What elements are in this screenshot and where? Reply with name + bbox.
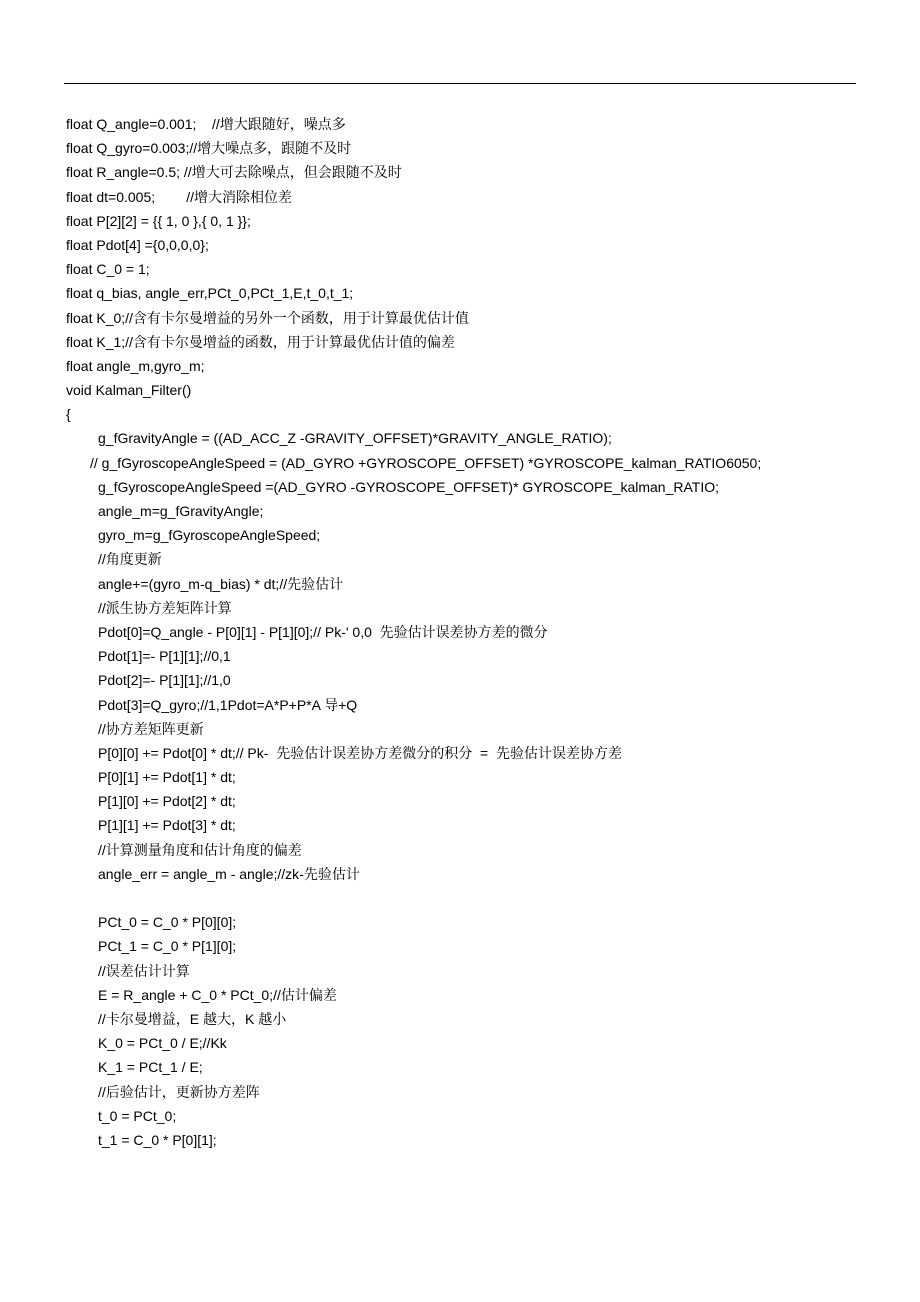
code-line: //计算测量角度和估计角度的偏差	[98, 841, 302, 858]
code-line: K_0 = PCt_0 / E;//Kk	[98, 1035, 227, 1052]
code-line: float q_bias, angle_err,PCt_0,PCt_1,E,t_0,t_1;	[66, 285, 354, 302]
code-line: float Pdot[4] ={0,0,0,0};	[66, 236, 209, 253]
code-line: //角度更新	[98, 551, 162, 568]
code-line: PCt_1 = C_0 * P[1][0];	[98, 938, 237, 955]
code-line: P[1][1] += Pdot[3] * dt;	[98, 817, 236, 834]
code-line: float K_1;//含有卡尔曼增益的函数，用于计算最优估计值的偏差	[66, 333, 455, 350]
code-line: E = R_angle + C_0 * PCt_0;//估计偏差	[98, 986, 337, 1003]
code-line: angle_err = angle_m - angle;//zk-先验估计	[98, 865, 360, 882]
code-line: float Q_angle=0.001; //增大跟随好，噪点多	[66, 116, 346, 132]
code-line: Pdot[0]=Q_angle - P[0][1] - P[1][0];// Pk-' 0,0 先验估计误差协方差的微分	[98, 623, 548, 640]
code-line: //协方差矩阵更新	[98, 720, 204, 737]
code-block	[66, 112, 866, 1152]
code-line: void Kalman_Filter()	[66, 382, 192, 399]
code-line: P[1][0] += Pdot[2] * dt;	[98, 793, 236, 810]
code-line: g_fGyroscopeAngleSpeed =(AD_GYRO -GYROSCOPE_OFFSET)* GYROSCOPE_kalman_RATIO;	[98, 478, 720, 495]
code-line: Pdot[2]=- P[1][1];//1,0	[98, 672, 231, 689]
code-line: angle+=(gyro_m-q_bias) * dt;//先验估计	[98, 575, 344, 592]
code-line: angle_m=g_fGravityAngle;	[98, 503, 264, 519]
code-line: // g_fGyroscopeAngleSpeed = (AD_GYRO +GYROSCOPE_OFFSET) *GYROSCOPE_kalman_RATIO6050;	[90, 454, 762, 471]
code-line: //派生协方差矩阵计算	[98, 599, 232, 616]
code-line: P[0][1] += Pdot[1] * dt;	[98, 769, 236, 786]
code-line: float angle_m,gyro_m;	[66, 357, 205, 374]
code-line: float K_0;//含有卡尔曼增益的另外一个函数，用于计算最优估计值	[66, 309, 469, 326]
code-line: float C_0 = 1;	[66, 261, 150, 278]
code-line: Pdot[1]=- P[1][1];//0,1	[98, 648, 231, 665]
code-line: float Q_gyro=0.003;//增大噪点多，跟随不及时	[66, 140, 352, 157]
code-line: //卡尔曼增益，E 越大，K 越小	[98, 1010, 287, 1027]
code-line: t_0 = PCt_0;	[98, 1107, 177, 1124]
code-line: K_1 = PCt_1 / E;	[98, 1059, 203, 1076]
code-line: Pdot[3]=Q_gyro;//1,1Pdot=A*P+P*A 导+Q	[98, 696, 358, 713]
code-line: P[0][0] += Pdot[0] * dt;// Pk- 先验估计误差协方差微分的积分 = 先验估计误差协方差	[98, 744, 622, 761]
code-line: float dt=0.005; //增大消除相位差	[66, 188, 293, 205]
code-line: float R_angle=0.5; //增大可去除噪点，但会跟随不及时	[66, 164, 402, 181]
code-line: PCt_0 = C_0 * P[0][0];	[98, 914, 237, 931]
code-line: {	[66, 406, 71, 423]
code-line: float P[2][2] = {{ 1, 0 },{ 0, 1 }};	[66, 212, 251, 229]
code-line: //误差估计计算	[98, 962, 190, 979]
code-line: //后验估计，更新协方差阵	[98, 1083, 260, 1100]
code-line: g_fGravityAngle = ((AD_ACC_Z -GRAVITY_OFFSET)*GRAVITY_ANGLE_RATIO);	[98, 430, 612, 447]
code-line	[66, 886, 866, 910]
header-rule	[64, 83, 856, 84]
code-line: t_1 = C_0 * P[0][1];	[98, 1131, 217, 1148]
code-line: gyro_m=g_fGyroscopeAngleSpeed;	[98, 527, 321, 544]
